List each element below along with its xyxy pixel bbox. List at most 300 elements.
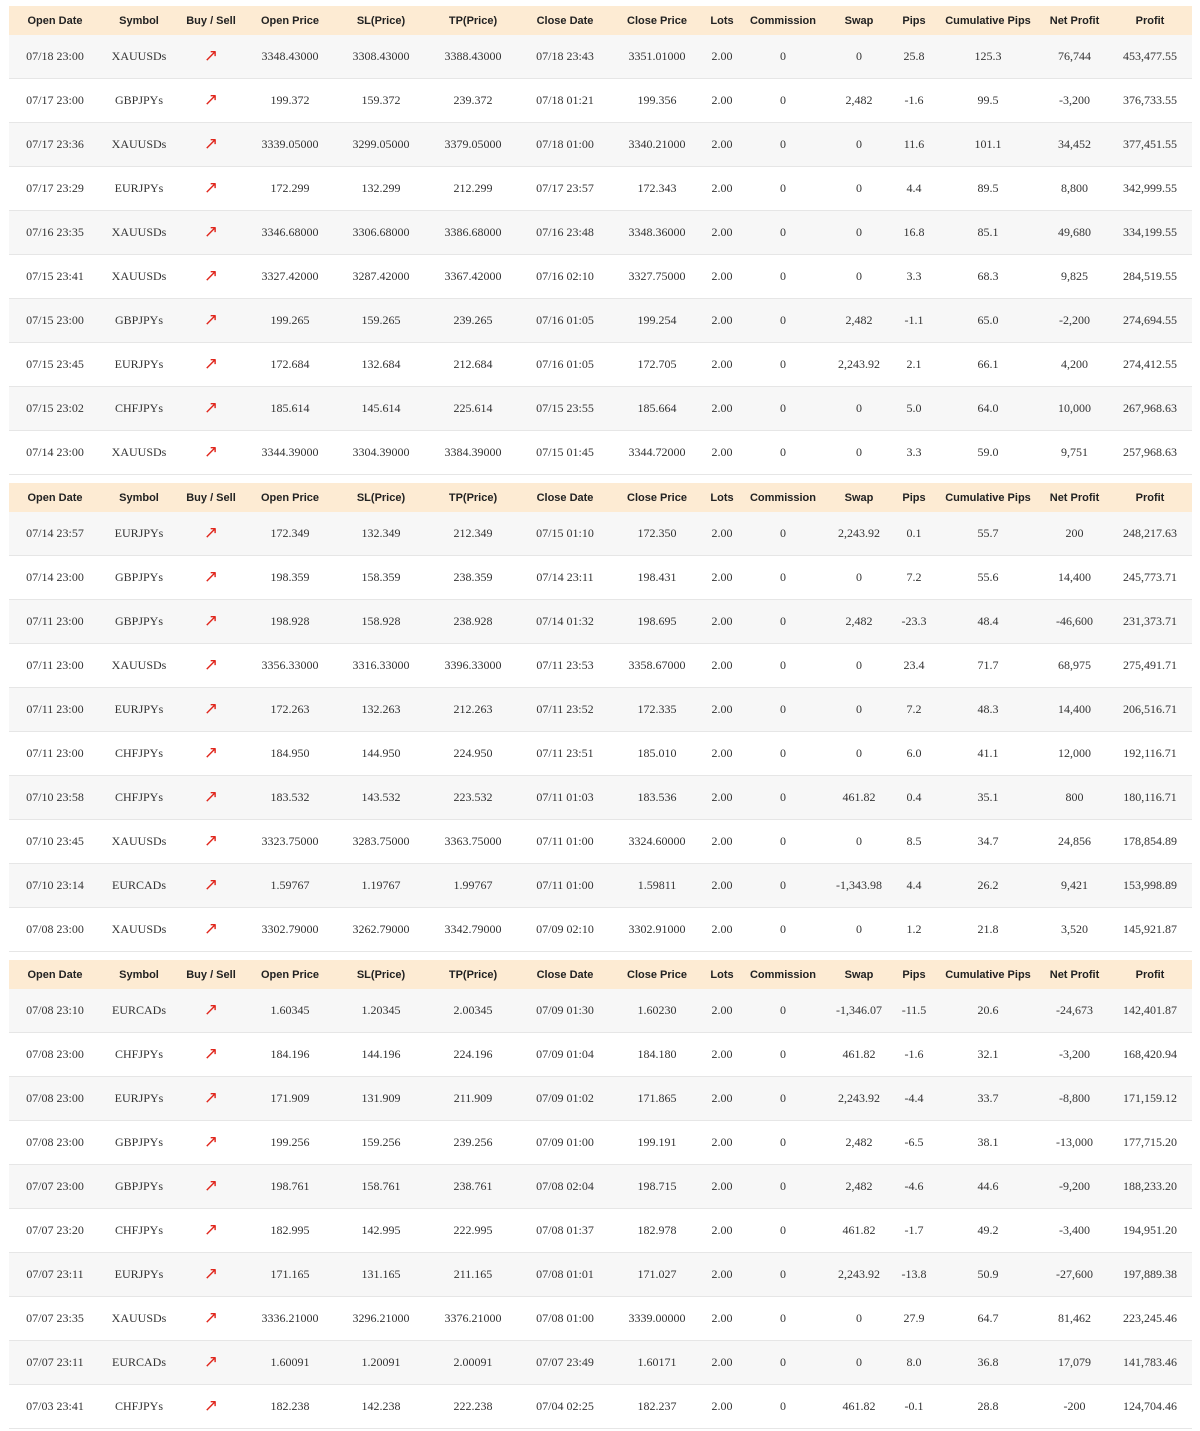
cell-commission: 0 bbox=[741, 1077, 825, 1121]
cell-tp-price: 212.263 bbox=[427, 688, 519, 732]
cell-open-price: 184.196 bbox=[245, 1033, 335, 1077]
cell-close-date: 07/15 01:45 bbox=[519, 431, 611, 475]
cell-lots: 2.00 bbox=[703, 299, 741, 343]
col-header-profit: Profit bbox=[1108, 483, 1192, 512]
cell-buy-sell bbox=[177, 1297, 245, 1341]
cell-open-date: 07/17 23:00 bbox=[9, 79, 101, 123]
cell-open-date: 07/11 23:00 bbox=[9, 600, 101, 644]
cell-commission: 0 bbox=[741, 644, 825, 688]
cell-symbol: CHFJPYs bbox=[101, 1033, 177, 1077]
cell-sl-price: 3287.42000 bbox=[335, 255, 427, 299]
cell-commission: 0 bbox=[741, 123, 825, 167]
cell-symbol: EURCADs bbox=[101, 1341, 177, 1385]
cell-cumulative-pips: 85.1 bbox=[935, 211, 1041, 255]
buy-arrow-icon: ↗ bbox=[203, 310, 219, 330]
col-header-buy-sell: Buy / Sell bbox=[177, 6, 245, 35]
cell-open-price: 198.761 bbox=[245, 1165, 335, 1209]
table-header-row bbox=[9, 960, 1192, 989]
cell-cumulative-pips: 71.7 bbox=[935, 644, 1041, 688]
cell-pips: 5.0 bbox=[893, 387, 935, 431]
cell-profit: 153,998.89 bbox=[1108, 864, 1192, 908]
cell-cumulative-pips: 101.1 bbox=[935, 123, 1041, 167]
cell-profit: 178,854.89 bbox=[1108, 820, 1192, 864]
cell-cumulative-pips: 36.8 bbox=[935, 1341, 1041, 1385]
cell-net-profit: 14,400 bbox=[1041, 688, 1108, 732]
cell-open-date: 07/14 23:57 bbox=[9, 512, 101, 556]
cell-cumulative-pips: 41.1 bbox=[935, 732, 1041, 776]
cell-swap: 0 bbox=[825, 387, 893, 431]
cell-sl-price: 158.928 bbox=[335, 600, 427, 644]
cell-sl-price: 158.359 bbox=[335, 556, 427, 600]
trade-table-2 bbox=[9, 483, 1192, 952]
cell-buy-sell bbox=[177, 79, 245, 123]
cell-net-profit: 76,744 bbox=[1041, 35, 1108, 79]
cell-net-profit: 17,079 bbox=[1041, 1341, 1108, 1385]
cell-profit: 275,491.71 bbox=[1108, 644, 1192, 688]
cell-swap: 0 bbox=[825, 732, 893, 776]
cell-close-date: 07/11 23:52 bbox=[519, 688, 611, 732]
cell-commission: 0 bbox=[741, 431, 825, 475]
buy-arrow-icon: ↗ bbox=[203, 787, 219, 807]
cell-pips: 8.5 bbox=[893, 820, 935, 864]
table-body bbox=[9, 989, 1192, 1429]
buy-arrow-icon: ↗ bbox=[203, 134, 219, 154]
cell-tp-price: 212.684 bbox=[427, 343, 519, 387]
cell-net-profit: 9,421 bbox=[1041, 864, 1108, 908]
cell-close-price: 1.59811 bbox=[611, 864, 703, 908]
cell-tp-price: 212.299 bbox=[427, 167, 519, 211]
col-header-profit: Profit bbox=[1108, 6, 1192, 35]
cell-cumulative-pips: 32.1 bbox=[935, 1033, 1041, 1077]
table-row bbox=[9, 1121, 1192, 1165]
cell-lots: 2.00 bbox=[703, 732, 741, 776]
cell-close-date: 07/11 01:03 bbox=[519, 776, 611, 820]
cell-sl-price: 1.20091 bbox=[335, 1341, 427, 1385]
cell-open-price: 3346.68000 bbox=[245, 211, 335, 255]
cell-swap: 461.82 bbox=[825, 776, 893, 820]
cell-tp-price: 1.99767 bbox=[427, 864, 519, 908]
cell-profit: 194,951.20 bbox=[1108, 1209, 1192, 1253]
cell-tp-price: 223.532 bbox=[427, 776, 519, 820]
cell-buy-sell bbox=[177, 431, 245, 475]
cell-open-price: 198.359 bbox=[245, 556, 335, 600]
cell-close-price: 198.715 bbox=[611, 1165, 703, 1209]
col-header-cumulative-pips: Cumulative Pips bbox=[935, 483, 1041, 512]
cell-pips: -13.8 bbox=[893, 1253, 935, 1297]
cell-tp-price: 3379.05000 bbox=[427, 123, 519, 167]
cell-close-price: 198.695 bbox=[611, 600, 703, 644]
cell-profit: 206,516.71 bbox=[1108, 688, 1192, 732]
cell-close-date: 07/09 01:30 bbox=[519, 989, 611, 1033]
cell-lots: 2.00 bbox=[703, 1033, 741, 1077]
cell-tp-price: 3367.42000 bbox=[427, 255, 519, 299]
cell-sl-price: 3283.75000 bbox=[335, 820, 427, 864]
cell-sl-price: 1.19767 bbox=[335, 864, 427, 908]
cell-sl-price: 159.256 bbox=[335, 1121, 427, 1165]
cell-cumulative-pips: 49.2 bbox=[935, 1209, 1041, 1253]
table-row bbox=[9, 35, 1192, 79]
table-row bbox=[9, 211, 1192, 255]
cell-profit: 142,401.87 bbox=[1108, 989, 1192, 1033]
cell-open-price: 3302.79000 bbox=[245, 908, 335, 952]
cell-open-date: 07/14 23:00 bbox=[9, 556, 101, 600]
cell-buy-sell bbox=[177, 167, 245, 211]
table-row bbox=[9, 1033, 1192, 1077]
cell-sl-price: 132.349 bbox=[335, 512, 427, 556]
cell-close-price: 182.978 bbox=[611, 1209, 703, 1253]
cell-symbol: XAUUSDs bbox=[101, 123, 177, 167]
cell-buy-sell bbox=[177, 1121, 245, 1165]
col-header-swap: Swap bbox=[825, 960, 893, 989]
cell-tp-price: 238.761 bbox=[427, 1165, 519, 1209]
cell-net-profit: -3,400 bbox=[1041, 1209, 1108, 1253]
col-header-close-price: Close Price bbox=[611, 960, 703, 989]
cell-buy-sell bbox=[177, 820, 245, 864]
cell-profit: 141,783.46 bbox=[1108, 1341, 1192, 1385]
cell-buy-sell bbox=[177, 989, 245, 1033]
cell-commission: 0 bbox=[741, 1253, 825, 1297]
cell-open-price: 3344.39000 bbox=[245, 431, 335, 475]
cell-open-date: 07/03 23:41 bbox=[9, 1385, 101, 1429]
cell-sl-price: 158.761 bbox=[335, 1165, 427, 1209]
cell-close-price: 171.027 bbox=[611, 1253, 703, 1297]
cell-commission: 0 bbox=[741, 79, 825, 123]
cell-lots: 2.00 bbox=[703, 989, 741, 1033]
cell-pips: -11.5 bbox=[893, 989, 935, 1033]
cell-pips: 7.2 bbox=[893, 688, 935, 732]
cell-tp-price: 222.995 bbox=[427, 1209, 519, 1253]
cell-profit: 257,968.63 bbox=[1108, 431, 1192, 475]
table-row bbox=[9, 1209, 1192, 1253]
cell-cumulative-pips: 66.1 bbox=[935, 343, 1041, 387]
cell-cumulative-pips: 20.6 bbox=[935, 989, 1041, 1033]
col-header-net-profit: Net Profit bbox=[1041, 483, 1108, 512]
cell-net-profit: 200 bbox=[1041, 512, 1108, 556]
cell-swap: -1,343.98 bbox=[825, 864, 893, 908]
cell-pips: -0.1 bbox=[893, 1385, 935, 1429]
cell-open-date: 07/08 23:00 bbox=[9, 1121, 101, 1165]
cell-swap: 0 bbox=[825, 820, 893, 864]
cell-cumulative-pips: 33.7 bbox=[935, 1077, 1041, 1121]
cell-open-price: 183.532 bbox=[245, 776, 335, 820]
cell-symbol: XAUUSDs bbox=[101, 908, 177, 952]
cell-net-profit: 49,680 bbox=[1041, 211, 1108, 255]
col-header-buy-sell: Buy / Sell bbox=[177, 960, 245, 989]
trade-table-1 bbox=[9, 6, 1192, 475]
cell-net-profit: -200 bbox=[1041, 1385, 1108, 1429]
cell-lots: 2.00 bbox=[703, 820, 741, 864]
buy-arrow-icon: ↗ bbox=[203, 743, 219, 763]
cell-close-price: 198.431 bbox=[611, 556, 703, 600]
cell-open-price: 185.614 bbox=[245, 387, 335, 431]
cell-profit: 248,217.63 bbox=[1108, 512, 1192, 556]
cell-lots: 2.00 bbox=[703, 512, 741, 556]
cell-net-profit: 10,000 bbox=[1041, 387, 1108, 431]
cell-net-profit: 14,400 bbox=[1041, 556, 1108, 600]
cell-close-price: 185.664 bbox=[611, 387, 703, 431]
cell-tp-price: 2.00091 bbox=[427, 1341, 519, 1385]
col-header-open-date: Open Date bbox=[9, 960, 101, 989]
cell-cumulative-pips: 64.7 bbox=[935, 1297, 1041, 1341]
cell-pips: 4.4 bbox=[893, 864, 935, 908]
col-header-cumulative-pips: Cumulative Pips bbox=[935, 960, 1041, 989]
cell-cumulative-pips: 28.8 bbox=[935, 1385, 1041, 1429]
cell-close-date: 07/14 23:11 bbox=[519, 556, 611, 600]
cell-pips: -23.3 bbox=[893, 600, 935, 644]
cell-tp-price: 238.928 bbox=[427, 600, 519, 644]
col-header-symbol: Symbol bbox=[101, 960, 177, 989]
cell-net-profit: 4,200 bbox=[1041, 343, 1108, 387]
cell-commission: 0 bbox=[741, 989, 825, 1033]
cell-swap: 2,243.92 bbox=[825, 1253, 893, 1297]
cell-open-date: 07/11 23:00 bbox=[9, 732, 101, 776]
cell-open-date: 07/07 23:00 bbox=[9, 1165, 101, 1209]
cell-net-profit: -3,200 bbox=[1041, 79, 1108, 123]
cell-close-date: 07/18 23:43 bbox=[519, 35, 611, 79]
buy-arrow-icon: ↗ bbox=[203, 1000, 219, 1020]
table-row bbox=[9, 343, 1192, 387]
cell-commission: 0 bbox=[741, 1209, 825, 1253]
cell-lots: 2.00 bbox=[703, 35, 741, 79]
col-header-pips: Pips bbox=[893, 6, 935, 35]
cell-close-date: 07/08 02:04 bbox=[519, 1165, 611, 1209]
cell-sl-price: 132.263 bbox=[335, 688, 427, 732]
cell-symbol: CHFJPYs bbox=[101, 1209, 177, 1253]
table-row bbox=[9, 431, 1192, 475]
cell-lots: 2.00 bbox=[703, 123, 741, 167]
cell-cumulative-pips: 38.1 bbox=[935, 1121, 1041, 1165]
buy-arrow-icon: ↗ bbox=[203, 1220, 219, 1240]
buy-arrow-icon: ↗ bbox=[203, 1176, 219, 1196]
cell-close-price: 199.191 bbox=[611, 1121, 703, 1165]
buy-arrow-icon: ↗ bbox=[203, 567, 219, 587]
cell-symbol: XAUUSDs bbox=[101, 820, 177, 864]
cell-profit: 231,373.71 bbox=[1108, 600, 1192, 644]
cell-lots: 2.00 bbox=[703, 1165, 741, 1209]
cell-symbol: XAUUSDs bbox=[101, 255, 177, 299]
cell-symbol: EURJPYs bbox=[101, 512, 177, 556]
col-header-swap: Swap bbox=[825, 6, 893, 35]
col-header-buy-sell: Buy / Sell bbox=[177, 483, 245, 512]
cell-commission: 0 bbox=[741, 864, 825, 908]
cell-swap: 461.82 bbox=[825, 1033, 893, 1077]
cell-open-date: 07/15 23:00 bbox=[9, 299, 101, 343]
cell-close-price: 185.010 bbox=[611, 732, 703, 776]
cell-buy-sell bbox=[177, 600, 245, 644]
cell-open-date: 07/07 23:20 bbox=[9, 1209, 101, 1253]
buy-arrow-icon: ↗ bbox=[203, 831, 219, 851]
cell-sl-price: 3306.68000 bbox=[335, 211, 427, 255]
cell-open-price: 3348.43000 bbox=[245, 35, 335, 79]
cell-buy-sell bbox=[177, 35, 245, 79]
cell-pips: 2.1 bbox=[893, 343, 935, 387]
cell-profit: 188,233.20 bbox=[1108, 1165, 1192, 1209]
cell-tp-price: 3342.79000 bbox=[427, 908, 519, 952]
cell-close-date: 07/11 01:00 bbox=[519, 820, 611, 864]
col-header-sl-price: SL(Price) bbox=[335, 960, 427, 989]
cell-close-date: 07/09 01:04 bbox=[519, 1033, 611, 1077]
cell-pips: -6.5 bbox=[893, 1121, 935, 1165]
table-row bbox=[9, 776, 1192, 820]
col-header-close-date: Close Date bbox=[519, 6, 611, 35]
cell-sl-price: 131.909 bbox=[335, 1077, 427, 1121]
cell-commission: 0 bbox=[741, 343, 825, 387]
table-row bbox=[9, 864, 1192, 908]
cell-symbol: EURJPYs bbox=[101, 343, 177, 387]
cell-symbol: GBPJPYs bbox=[101, 556, 177, 600]
col-header-open-price: Open Price bbox=[245, 483, 335, 512]
cell-close-price: 3302.91000 bbox=[611, 908, 703, 952]
cell-open-price: 184.950 bbox=[245, 732, 335, 776]
cell-open-date: 07/10 23:58 bbox=[9, 776, 101, 820]
cell-profit: 377,451.55 bbox=[1108, 123, 1192, 167]
cell-net-profit: -27,600 bbox=[1041, 1253, 1108, 1297]
cell-cumulative-pips: 99.5 bbox=[935, 79, 1041, 123]
cell-sl-price: 3296.21000 bbox=[335, 1297, 427, 1341]
cell-pips: 25.8 bbox=[893, 35, 935, 79]
cell-cumulative-pips: 35.1 bbox=[935, 776, 1041, 820]
table-row bbox=[9, 644, 1192, 688]
buy-arrow-icon: ↗ bbox=[203, 699, 219, 719]
trade-table-3 bbox=[9, 960, 1192, 1429]
cell-profit: 171,159.12 bbox=[1108, 1077, 1192, 1121]
cell-open-price: 3336.21000 bbox=[245, 1297, 335, 1341]
cell-swap: 0 bbox=[825, 35, 893, 79]
cell-commission: 0 bbox=[741, 600, 825, 644]
cell-net-profit: -46,600 bbox=[1041, 600, 1108, 644]
cell-net-profit: 800 bbox=[1041, 776, 1108, 820]
cell-profit: 223,245.46 bbox=[1108, 1297, 1192, 1341]
cell-lots: 2.00 bbox=[703, 1341, 741, 1385]
table-row bbox=[9, 1297, 1192, 1341]
cell-profit: 124,704.46 bbox=[1108, 1385, 1192, 1429]
cell-symbol: EURJPYs bbox=[101, 1077, 177, 1121]
cell-tp-price: 3386.68000 bbox=[427, 211, 519, 255]
cell-swap: 0 bbox=[825, 1297, 893, 1341]
cell-commission: 0 bbox=[741, 1341, 825, 1385]
cell-open-date: 07/15 23:41 bbox=[9, 255, 101, 299]
cell-open-date: 07/11 23:00 bbox=[9, 644, 101, 688]
cell-pips: -1.6 bbox=[893, 79, 935, 123]
cell-close-date: 07/08 01:01 bbox=[519, 1253, 611, 1297]
cell-lots: 2.00 bbox=[703, 908, 741, 952]
table-row bbox=[9, 1165, 1192, 1209]
cell-buy-sell bbox=[177, 1209, 245, 1253]
cell-buy-sell bbox=[177, 387, 245, 431]
cell-profit: 453,477.55 bbox=[1108, 35, 1192, 79]
cell-lots: 2.00 bbox=[703, 79, 741, 123]
cell-open-date: 07/15 23:02 bbox=[9, 387, 101, 431]
cell-open-price: 172.263 bbox=[245, 688, 335, 732]
cell-swap: 0 bbox=[825, 431, 893, 475]
cell-net-profit: 9,825 bbox=[1041, 255, 1108, 299]
cell-tp-price: 239.265 bbox=[427, 299, 519, 343]
cell-buy-sell bbox=[177, 908, 245, 952]
cell-pips: 3.3 bbox=[893, 431, 935, 475]
cell-swap: 0 bbox=[825, 211, 893, 255]
cell-sl-price: 132.684 bbox=[335, 343, 427, 387]
cell-lots: 2.00 bbox=[703, 387, 741, 431]
cell-lots: 2.00 bbox=[703, 1297, 741, 1341]
cell-sl-price: 132.299 bbox=[335, 167, 427, 211]
buy-arrow-icon: ↗ bbox=[203, 611, 219, 631]
buy-arrow-icon: ↗ bbox=[203, 523, 219, 543]
cell-net-profit: -2,200 bbox=[1041, 299, 1108, 343]
cell-commission: 0 bbox=[741, 35, 825, 79]
table-row bbox=[9, 556, 1192, 600]
table-row bbox=[9, 1253, 1192, 1297]
cell-open-price: 172.349 bbox=[245, 512, 335, 556]
cell-net-profit: 81,462 bbox=[1041, 1297, 1108, 1341]
cell-sl-price: 3316.33000 bbox=[335, 644, 427, 688]
cell-pips: 7.2 bbox=[893, 556, 935, 600]
cell-pips: -1.6 bbox=[893, 1033, 935, 1077]
cell-open-date: 07/15 23:45 bbox=[9, 343, 101, 387]
cell-symbol: XAUUSDs bbox=[101, 211, 177, 255]
col-header-net-profit: Net Profit bbox=[1041, 960, 1108, 989]
table-row bbox=[9, 908, 1192, 952]
cell-close-price: 1.60230 bbox=[611, 989, 703, 1033]
cell-commission: 0 bbox=[741, 255, 825, 299]
cell-profit: 245,773.71 bbox=[1108, 556, 1192, 600]
cell-lots: 2.00 bbox=[703, 864, 741, 908]
cell-tp-price: 2.00345 bbox=[427, 989, 519, 1033]
table-row bbox=[9, 989, 1192, 1033]
col-header-profit: Profit bbox=[1108, 960, 1192, 989]
cell-open-price: 198.928 bbox=[245, 600, 335, 644]
cell-close-price: 3339.00000 bbox=[611, 1297, 703, 1341]
cell-pips: -1.7 bbox=[893, 1209, 935, 1253]
cell-pips: 0.4 bbox=[893, 776, 935, 820]
cell-profit: 177,715.20 bbox=[1108, 1121, 1192, 1165]
cell-net-profit: -24,673 bbox=[1041, 989, 1108, 1033]
cell-open-date: 07/08 23:00 bbox=[9, 908, 101, 952]
cell-symbol: GBPJPYs bbox=[101, 1121, 177, 1165]
cell-symbol: GBPJPYs bbox=[101, 1165, 177, 1209]
cell-close-price: 172.343 bbox=[611, 167, 703, 211]
buy-arrow-icon: ↗ bbox=[203, 1308, 219, 1328]
cell-pips: -1.1 bbox=[893, 299, 935, 343]
cell-open-date: 07/10 23:14 bbox=[9, 864, 101, 908]
cell-symbol: CHFJPYs bbox=[101, 1385, 177, 1429]
cell-tp-price: 3388.43000 bbox=[427, 35, 519, 79]
col-header-lots: Lots bbox=[703, 6, 741, 35]
cell-pips: 1.2 bbox=[893, 908, 935, 952]
cell-tp-price: 222.238 bbox=[427, 1385, 519, 1429]
cell-cumulative-pips: 26.2 bbox=[935, 864, 1041, 908]
cell-net-profit: 34,452 bbox=[1041, 123, 1108, 167]
cell-buy-sell bbox=[177, 864, 245, 908]
cell-net-profit: 24,856 bbox=[1041, 820, 1108, 864]
col-header-commission: Commission bbox=[741, 483, 825, 512]
buy-arrow-icon: ↗ bbox=[203, 90, 219, 110]
cell-close-date: 07/09 01:00 bbox=[519, 1121, 611, 1165]
col-header-open-price: Open Price bbox=[245, 6, 335, 35]
col-header-close-price: Close Price bbox=[611, 483, 703, 512]
cell-profit: 376,733.55 bbox=[1108, 79, 1192, 123]
cell-open-date: 07/08 23:00 bbox=[9, 1077, 101, 1121]
cell-close-price: 3348.36000 bbox=[611, 211, 703, 255]
cell-cumulative-pips: 59.0 bbox=[935, 431, 1041, 475]
cell-cumulative-pips: 55.7 bbox=[935, 512, 1041, 556]
cell-close-date: 07/08 01:37 bbox=[519, 1209, 611, 1253]
cell-net-profit: 9,751 bbox=[1041, 431, 1108, 475]
cell-profit: 274,412.55 bbox=[1108, 343, 1192, 387]
cell-cumulative-pips: 64.0 bbox=[935, 387, 1041, 431]
col-header-open-date: Open Date bbox=[9, 6, 101, 35]
cell-symbol: GBPJPYs bbox=[101, 79, 177, 123]
cell-swap: 0 bbox=[825, 908, 893, 952]
